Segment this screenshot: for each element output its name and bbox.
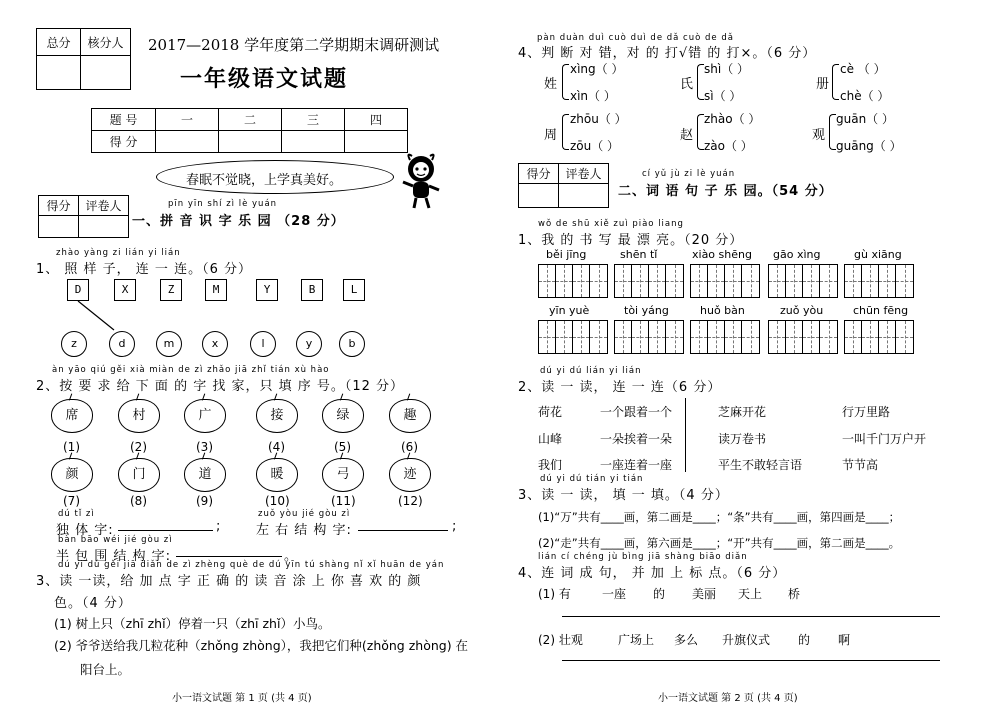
section-score-header: 得分 <box>519 164 559 184</box>
match-item[interactable]: 一座连着一座 <box>600 458 673 472</box>
writing-grid[interactable] <box>844 320 914 354</box>
match-item[interactable]: 节节高 <box>842 458 879 472</box>
section1-title: 一、拼 音 识 字 乐 园 （28 分） <box>132 214 345 229</box>
judge-option[interactable]: cè （ ） <box>840 62 886 76</box>
match-item[interactable]: 一朵挨着一朵 <box>600 432 673 446</box>
writing-pinyin: shēn tǐ <box>620 248 658 261</box>
w4-pinyin: lián cí chéng jù bìng jiā shàng biāo diǎn <box>538 552 748 562</box>
word-chip: 啊 <box>838 633 851 647</box>
sentence-answer-line-2[interactable] <box>562 660 940 661</box>
apple-character: 道 <box>184 458 226 492</box>
apple-character: 村 <box>118 399 160 433</box>
left-page: 总分 核分人 2017—2018 学年度第二学期期末调研测试 一年级语文试题 题 号 一 二 三 四 得 分 春眠不觉晓，上学真美好。 得分 评卷人 pīn yīn shí zì lè yuán 一、拼 音 识 字 乐 园 （28 分） zhào yàng zi lián yi lián 1、 照 样 子， 连 一 连。（6 分） D X Z M Y B L z d m x l y b àn yāo qiú gěi xià miàn de zì zhǎo jiā zhǐ tián xù hào 2、按 要 求 给 下 面 的 字 找 家，只 填 序 号。（12 分） 席 村 广 接 绿 趣 (1) (2) (3) (4) (5) (6) 颜 门 道 暖 弓 迹 (7) (8) (9) (10) (11) (12) dú tǐ zì 独 体 字: ; zuǒ yòu jié gòu zì 左 右 结 构 字: ; bàn bāo wéi jié gòu zì 半 包 围 结 构 字: 。 dú yi dú gěi jiā diǎn de zì zhèng què de dú yīn tú shàng nǐ xǐ huān de yán 3、读 一读，给 加 点 字 正 确 的 读 音 涂 上 你 喜 欢 的 颜 色。（4 分） (1) 树上只（zhī zhǐ）停着一只（zhī zhǐ）小鸟。 (2) 爷爷送给我几粒花种（zhǒng zhòng），我把它们种(zhǒng zhòng) 在 阳台上。 小一语文试题 第 1 页 (共 4 页) <box>0 0 490 709</box>
fill2-pinyin: bàn bāo wéi jié gòu zì <box>58 535 173 545</box>
qno-4: 四 <box>345 109 408 131</box>
judge-character: 册 <box>816 77 830 92</box>
single-structure-answer[interactable] <box>118 530 213 531</box>
judge-character: 赵 <box>680 128 694 143</box>
index-number: (3) <box>196 440 213 454</box>
semi-enclosed-answer[interactable] <box>176 556 282 557</box>
match-item[interactable]: 一叫千门万户开 <box>842 432 927 446</box>
w2-pinyin: dú yi dú lián yi lián <box>540 366 642 376</box>
uppercase-letter: Y <box>256 279 278 301</box>
section2-score-table <box>518 163 609 208</box>
match-divider <box>685 398 686 472</box>
apple-character: 暖 <box>256 458 298 492</box>
left-right-answer[interactable] <box>358 530 448 531</box>
score-row-header: 得 分 <box>92 131 156 153</box>
lowercase-letter: l <box>250 331 276 357</box>
judge-option[interactable]: xìn（ ） <box>570 89 616 103</box>
writing-pinyin: huǒ bàn <box>700 304 745 317</box>
q3-text-cont: 色。（4 分） <box>54 596 132 611</box>
index-number: (12) <box>398 494 423 508</box>
lowercase-letter: x <box>202 331 228 357</box>
page-footer: 小一语文试题 第 1 页 (共 4 页) <box>172 693 312 704</box>
q3-sentence-2: (2) 爷爷送给我几粒花种（zhǒng zhòng），我把它们种(zhǒng zhòng) 在 <box>54 638 469 653</box>
stroke-fill-1[interactable]: (1)“万”共有____画，第二画是____；“条”共有____画，第四画是____； <box>538 510 901 524</box>
q4-text: 4、判 断 对 错，对 的 打√错 的 打×。（6 分） <box>518 46 817 61</box>
w2-text: 2、读 一 读， 连 一 连（6 分） <box>518 380 722 395</box>
q1-text: 1、 照 样 子， 连 一 连。（6 分） <box>36 262 252 277</box>
apple-character: 绿 <box>322 399 364 433</box>
apple-character: 迹 <box>389 458 431 492</box>
word-chip: 广场上 <box>618 633 655 647</box>
match-item[interactable]: 一个跟着一个 <box>600 405 673 419</box>
qno-header: 题 号 <box>92 109 156 131</box>
writing-pinyin: zuǒ yòu <box>780 304 824 317</box>
q3-sentence-2-cont: 阳台上。 <box>80 662 131 677</box>
judge-character: 周 <box>544 128 558 143</box>
fill1b-pinyin: zuǒ yòu jié gòu zì <box>258 509 351 519</box>
uppercase-letter: Z <box>160 279 182 301</box>
left-right-label: 左 右 结 构 字: <box>256 523 352 538</box>
word-chip: 天上 <box>738 587 763 601</box>
example-connect-line <box>0 0 490 360</box>
word-chip: 升旗仪式 <box>722 633 771 647</box>
apple-character: 颜 <box>51 458 93 492</box>
index-number: (4) <box>268 440 285 454</box>
judge-option[interactable]: sì（ ） <box>704 89 742 103</box>
q3-sentence-1: (1) 树上只（zhī zhǐ）停着一只（zhī zhǐ）小鸟。 <box>54 616 331 631</box>
q2-pinyin: àn yāo qiú gěi xià miàn de zì zhǎo jiā zhǐ tián xù hào <box>52 365 330 375</box>
writing-pinyin: yīn yuè <box>549 304 590 317</box>
lowercase-letter: z <box>61 331 87 357</box>
uppercase-letter: X <box>114 279 136 301</box>
match-item[interactable]: 荷花 <box>538 405 563 419</box>
index-number: (9) <box>196 494 213 508</box>
index-number: (11) <box>331 494 356 508</box>
writing-pinyin: gāo xìng <box>773 248 821 261</box>
w3-pinyin: dú yi dú tián yi tián <box>540 474 644 484</box>
index-number: (7) <box>63 494 80 508</box>
apple-character: 广 <box>184 399 226 433</box>
exam-title: 2017—2018 学年度第二学期期末调研测试 <box>148 36 440 54</box>
match-item[interactable]: 芝麻开花 <box>718 405 767 419</box>
w3-text: 3、读 一 读， 填 一 填。（4 分） <box>518 488 729 503</box>
section1-pinyin: pīn yīn shí zì lè yuán <box>168 199 278 209</box>
grader-header: 评卷人 <box>79 196 129 216</box>
qno-1: 一 <box>156 109 219 131</box>
writing-grid[interactable] <box>690 320 760 354</box>
stroke-fill-2[interactable]: (2)“走”共有____画，第六画是____；“开”共有____画，第二画是____。 <box>538 536 901 550</box>
apple-character: 接 <box>256 399 298 433</box>
judge-option[interactable]: guān（ ） <box>836 112 894 126</box>
writing-pinyin: tòi yáng <box>624 304 669 317</box>
w4-text: 4、连 词 成 句， 并 加 上 标 点。（6 分） <box>518 566 787 581</box>
writing-grid[interactable] <box>614 264 684 298</box>
grader-header: 评卷人 <box>559 164 609 184</box>
word-chip: 的 <box>798 633 811 647</box>
section-score-header: 得分 <box>39 196 79 216</box>
writing-pinyin: gù xiāng <box>854 248 902 261</box>
sentence-answer-line-1[interactable] <box>562 616 940 617</box>
w1-pinyin: wǒ de shū xiě zuì piào liang <box>538 219 684 229</box>
word-chip: 多么 <box>674 633 699 647</box>
writing-grid[interactable] <box>538 264 608 298</box>
writing-grid[interactable] <box>768 320 838 354</box>
single-structure-label: 独 体 字: <box>56 523 114 538</box>
right-page <box>492 0 983 709</box>
match-item[interactable]: 山峰 <box>538 432 563 446</box>
section-score-cell[interactable] <box>519 184 559 208</box>
word-chip: (2) 壮观 <box>538 633 583 647</box>
writing-grid[interactable] <box>538 320 608 354</box>
q1-pinyin: zhào yàng zi lián yi lián <box>56 248 181 258</box>
writing-grid[interactable] <box>614 320 684 354</box>
q3-pinyin: dú yi dú gěi jiā diǎn de zì zhèng què de dú yīn tú shàng nǐ xǐ huān de yán <box>58 560 445 570</box>
apple-character: 趣 <box>389 399 431 433</box>
exam-subtitle: 一年级语文试题 <box>180 67 349 92</box>
index-number: (8) <box>130 494 147 508</box>
apple-character: 弓 <box>322 458 364 492</box>
q2-text: 2、按 要 求 给 下 面 的 字 找 家，只 填 序 号。（12 分） <box>36 379 405 394</box>
judge-option[interactable]: chè（ ） <box>840 89 890 103</box>
writing-grid[interactable] <box>844 264 914 298</box>
match-item[interactable]: 我们 <box>538 458 563 472</box>
word-chip: 美丽 <box>692 587 717 601</box>
match-item[interactable]: 读万卷书 <box>718 432 767 446</box>
qno-2: 二 <box>219 109 282 131</box>
lowercase-letter: y <box>296 331 322 357</box>
writing-pinyin: běi jīng <box>546 248 587 261</box>
judge-option[interactable]: zào（ ） <box>704 139 753 153</box>
judge-option[interactable]: xìng（ ） <box>570 62 624 76</box>
semi-enclosed-label: 半 包 围 结 构 字: <box>56 549 172 564</box>
uppercase-letter: M <box>205 279 227 301</box>
judge-option[interactable]: zhōu（ ） <box>570 112 627 126</box>
judge-option[interactable]: zhào（ ） <box>704 112 761 126</box>
judge-option[interactable]: guāng（ ） <box>836 139 902 153</box>
index-number: (10) <box>265 494 290 508</box>
checker-header: 核分人 <box>81 29 131 56</box>
index-number: (5) <box>334 440 351 454</box>
word-chip: 桥 <box>788 587 801 601</box>
judge-character: 观 <box>812 128 826 143</box>
uppercase-letter: D <box>67 279 89 301</box>
writing-grid[interactable] <box>768 264 838 298</box>
judge-character: 姓 <box>544 77 558 92</box>
uppercase-letter: B <box>301 279 323 301</box>
index-number: (6) <box>401 440 418 454</box>
index-number: (2) <box>130 440 147 454</box>
word-chip: 一座 <box>602 587 627 601</box>
w1-text: 1、我 的 书 写 最 漂 亮。（20 分） <box>518 233 744 248</box>
word-chip: 的 <box>653 587 666 601</box>
writing-grid[interactable] <box>690 264 760 298</box>
writing-pinyin: xiào shēng <box>692 248 752 261</box>
fill1-pinyin: dú tǐ zì <box>58 509 95 519</box>
match-item[interactable]: 平生不敢轻言语 <box>718 458 803 472</box>
word-chip: (1) 有 <box>538 587 571 601</box>
judge-character: 氏 <box>680 77 694 92</box>
grader-cell[interactable] <box>559 184 609 208</box>
qno-3: 三 <box>282 109 345 131</box>
q4-pinyin: pàn duàn duì cuò duì de dǎ cuò de dǎ <box>537 33 734 43</box>
lowercase-letter: m <box>156 331 182 357</box>
lowercase-letter: d <box>109 331 135 357</box>
apple-character: 门 <box>118 458 160 492</box>
q3-text: 3、读 一读，给 加 点 字 正 确 的 读 音 涂 上 你 喜 欢 的 颜 <box>36 574 422 589</box>
judge-option[interactable]: shì（ ） <box>704 62 750 76</box>
index-number: (1) <box>63 440 80 454</box>
judge-option[interactable]: zōu（ ） <box>570 139 620 153</box>
lowercase-letter: b <box>339 331 365 357</box>
uppercase-letter: L <box>343 279 365 301</box>
total-score-header: 总分 <box>37 29 81 56</box>
cloud-text: 春眠不觉晓，上学真美好。 <box>186 173 343 188</box>
section2-pinyin: cí yǔ jù zi lè yuán <box>642 169 736 179</box>
page-footer: 小一语文试题 第 2 页 (共 4 页) <box>658 693 798 704</box>
section2-title: 二、词 语 句 子 乐 园。（54 分） <box>618 184 833 199</box>
apple-character: 席 <box>51 399 93 433</box>
match-item[interactable]: 行万里路 <box>842 405 891 419</box>
writing-pinyin: chūn fēng <box>853 304 909 317</box>
